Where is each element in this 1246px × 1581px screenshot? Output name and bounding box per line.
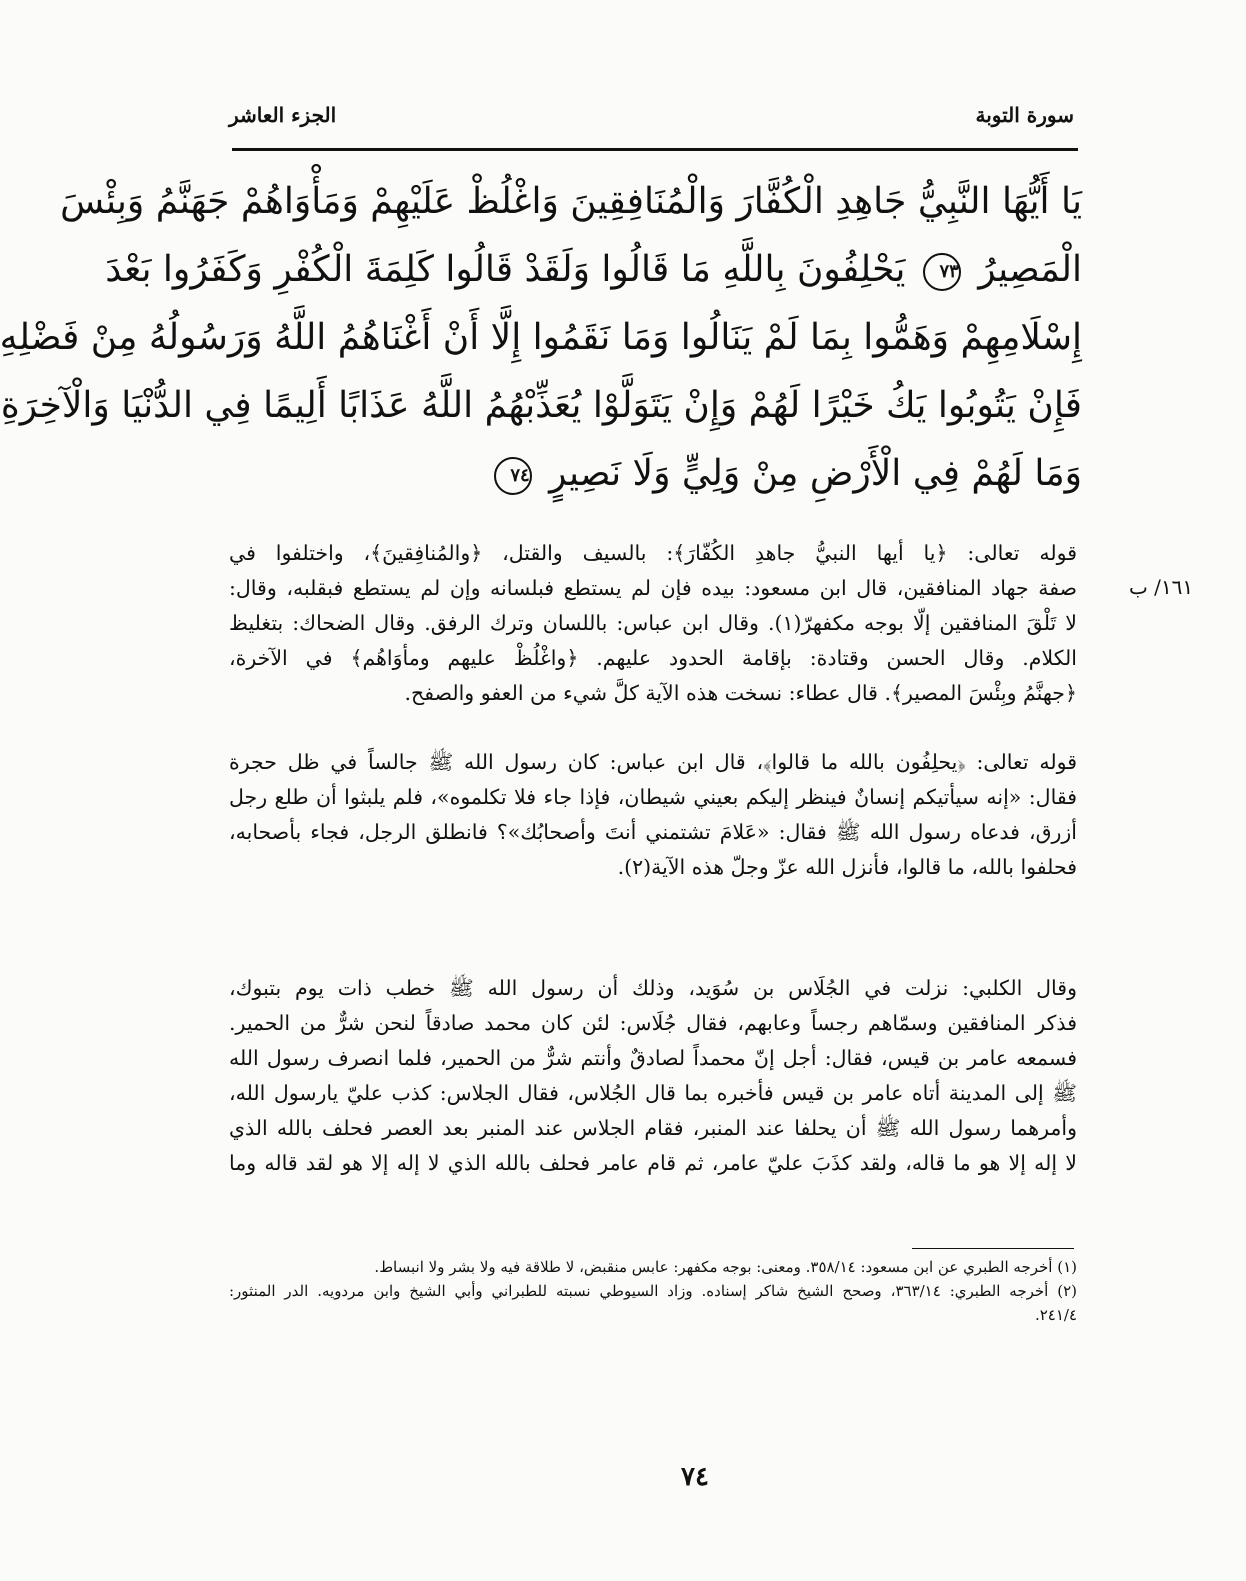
page-number: ٧٤ [681,1462,709,1492]
header-rule [232,148,1078,151]
text-line: فقال: «إنه سيأتيكم إنسانٌ فينظر إليكم بعيني شيطان، فإذا جاء فلا تكلموه»، فلم يلبثوا أن طلع رجل [229,785,1077,809]
text-line: وأمرهما رسول الله ﷺ أن يحلفا عند المنبر، فقام الجلاس عند المنبر بعد العصر فحلف بالله الذي [229,1116,1077,1140]
footnote-rule [912,1248,1074,1249]
text-line: قوله تعالى: ﴿يحلِفُون بالله ما قالوا﴾، قال ابن عباس: كان رسول الله ﷺ جالساً في ظل حجرة [229,750,1077,774]
text-line: أزرق، فدعاه رسول الله ﷺ فقال: «عَلامَ تشتمني أنتَ وأصحابُك»؟ فانطلق الرجل، فجاء بأصحابه، [229,820,1077,844]
quran-line [224,440,1082,508]
running-head-surah: سورة التوبة [975,103,1074,127]
commentary-paragraph-3 [229,971,1077,1181]
footnotes [229,1255,1077,1327]
text-line: لا تَلْقَ المنافقين إلّا بوجه مكفهرّ(١). وقال ابن عباس: باللسان وترك الرفق. وقال الضحاك: بتغليظ [229,611,1077,635]
text-line: الكلام. وقال الحسن وقتادة: بإقامة الحدود عليهم. ﴿واغْلُظْ عليهم ومأوَاهُم﴾ في الآخرة، [229,646,1077,670]
text-line: فحلفوا بالله، ما قالوا، فأنزل الله عزّ وجلّ هذه الآية(٢). [617,855,1077,879]
text-line: وقال الكلبي: نزلت في الجُلَاس بن سُوَيد، وذلك أن رسول الله ﷺ خطب ذات يوم بتبوك، [229,976,1077,1000]
text-line: ﴿جهنَّمُ وبِئْسَ المصير﴾. قال عطاء: نسخت هذه الآية كلَّ شيء من العفو والصفح. [404,681,1077,705]
footnote-line: ٢٤١/٤. [1034,1306,1077,1324]
text-line: ﷺ إلى المدينة أتاه عامر بن قيس فأخبره بما قال الجُلاس، فقال الجلاس: كذب عليّ يارسول الله، [229,1081,1077,1105]
commentary-paragraph-2 [229,745,1077,885]
quran-line [105,236,1082,304]
text-line: صفة جهاد المنافقين، قال ابن مسعود: بيده فإن لم يستطع فبلسانه وإن لم يستطع فبقلبه، وقال: [229,576,1077,600]
commentary-paragraph-1 [229,536,1077,711]
quran-line: إِسْلَامِهِمْ وَهَمُّوا بِمَا لَمْ يَنَالُوا وَمَا نَقَمُوا إِلَّا أَنْ أَغْنَاهُمُ اللَّهُ وَرَسُولُهُ مِنْ فَضْلِهِ [0,317,1082,358]
text-line: فذكر المنافقين وسمّاهم رجساً وعابهم، فقال جُلَاس: لئن كان محمد صادقاً لنحن شرٌّ من الحمير. [229,1011,1077,1035]
text-line: قوله تعالى: ﴿يا أيها النبيُّ جاهدِ الكُفّارَ﴾: بالسيف والقتل، ﴿والمُنافِقينَ﴾، واختلفوا في [229,541,1077,565]
text-line: لا إله إلا هو ما قاله، ولقد كذَبَ عليّ عامر، ثم قام عامر فحلف بالله الذي لا إله إلا هو لقد قاله وما [229,1151,1077,1175]
manuscript-folio-note: ١٦١/ ب [1129,575,1194,599]
quran-line: فَإِنْ يَتُوبُوا يَكُ خَيْرًا لَهُمْ وَإِنْ يَتَوَلَّوْا يُعَذِّبْهُمُ اللَّهُ عَذَابًا أَلِيمًا فِي الدُّنْيَا وَالْآخِرَةِ [0,385,1082,426]
running-head-juz: الجزء العاشر [229,103,337,127]
quran-line-segment: يَحْلِفُونَ بِاللَّهِ مَا قَالُوا وَلَقَدْ قَالُوا كَلِمَةَ الْكُفْرِ وَكَفَرُوا بَعْدَ [105,249,906,290]
quran-line-segment: وَمَا لَهُمْ فِي الْأَرْضِ مِنْ وَلِيٍّ وَلَا نَصِيرٍ [549,453,1082,494]
quran-line: يَا أَيُّهَا النَّبِيُّ جَاهِدِ الْكُفَّارَ وَالْمُنَافِقِينَ وَاغْلُظْ عَلَيْهِمْ وَمَأْوَاهُمْ جَهَنَّمُ وَبِئْسَ [60,181,1082,222]
ayah-number-marker: ٧٣ [923,253,961,291]
quran-verses [0,168,1082,508]
text-line: فسمعه عامر بن قيس، فقال: أجل إنّ محمداً لصادقٌ وأنتم شرٌّ من الحمير، فلما انصرف رسول الله [229,1046,1077,1070]
footnote-line: (٢) أخرجه الطبري: ٣٦٣/١٤، وصحح الشيخ شاكر إسناده. وزاد السيوطي نسبته للطبراني وأبي الشيخ وابن مردويه. الدر المنثور: [229,1282,1078,1300]
ayah-number-marker: ٧٤ [494,457,532,495]
footnote-line: (١) أخرجه الطبري عن ابن مسعود: ٣٥٨/١٤. ومعنى: بوجه مكفهر: عابس منقبض، لا طلاقة فيه ولا بشر ولا انبساط. [374,1258,1077,1276]
quran-line-segment: الْمَصِيرُ [978,249,1082,290]
